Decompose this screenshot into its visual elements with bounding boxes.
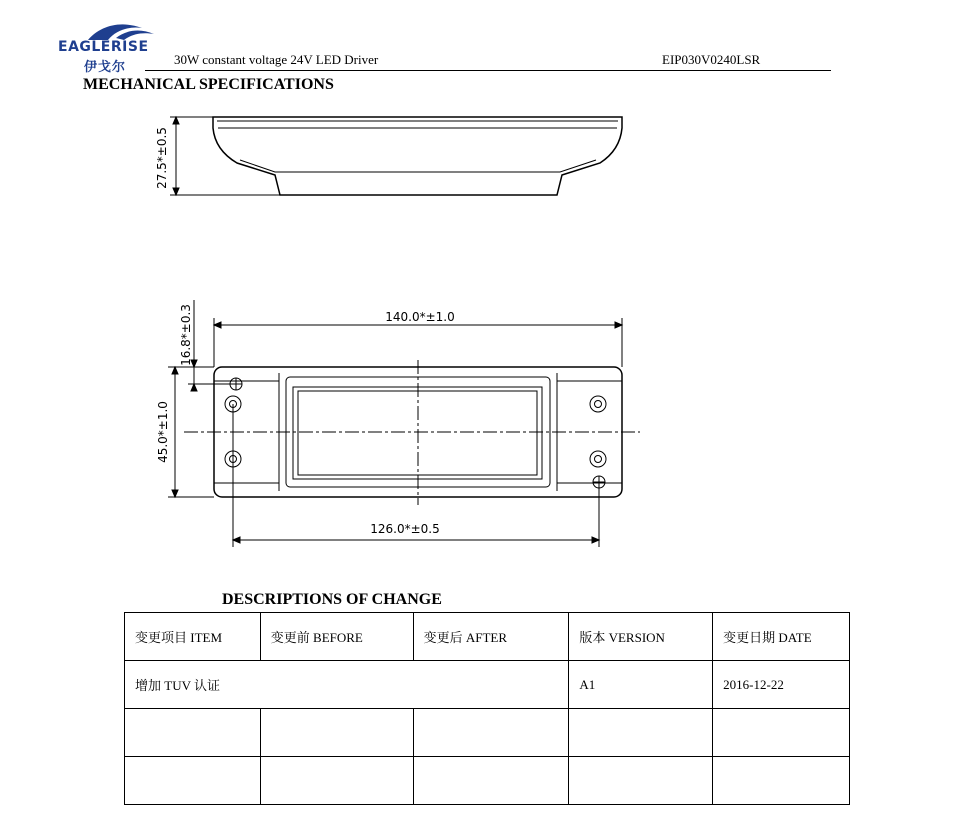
column-header-date: 变更日期 DATE — [713, 613, 850, 661]
empty-cell — [713, 757, 850, 805]
width-dimension-label: 45.0*±1.0 — [156, 401, 170, 463]
table-row — [125, 661, 850, 709]
empty-cell — [569, 709, 713, 757]
empty-cell — [413, 757, 569, 805]
change-version-cell: A1 — [569, 661, 713, 709]
empty-cell — [125, 709, 261, 757]
empty-cell — [260, 757, 413, 805]
mount-offset-dimension-label: 16.8*±0.3 — [179, 304, 193, 366]
empty-cell — [569, 757, 713, 805]
hole-spacing-dimension-label: 126.0*±0.5 — [370, 522, 440, 536]
mounting-hole-icon — [225, 378, 606, 488]
length-dimension-label: 140.0*±1.0 — [385, 310, 455, 324]
empty-cell — [713, 709, 850, 757]
change-table — [124, 612, 850, 805]
changes-heading: DESCRIPTIONS OF CHANGE — [222, 591, 442, 608]
column-header-after: 变更后 AFTER — [413, 613, 569, 661]
document-title: 30W constant voltage 24V LED Driver — [174, 52, 379, 67]
column-header-before: 变更前 BEFORE — [260, 613, 413, 661]
top-view — [156, 300, 640, 547]
change-item-cell: 增加 TUV 认证 — [125, 661, 569, 709]
table-header-row — [125, 613, 850, 661]
empty-cell — [413, 709, 569, 757]
side-view — [155, 117, 622, 195]
change-date-cell: 2016-12-22 — [713, 661, 850, 709]
document-code: EIP030V0240LSR — [662, 52, 761, 67]
column-header-item: 变更项目 ITEM — [125, 613, 261, 661]
table-row — [125, 709, 850, 757]
empty-cell — [125, 757, 261, 805]
table-row — [125, 757, 850, 805]
column-header-version: 版本 VERSION — [569, 613, 713, 661]
mechanical-heading: MECHANICAL SPECIFICATIONS — [83, 76, 334, 93]
height-dimension-label: 27.5*±0.5 — [155, 127, 169, 189]
logo-text-en: EAGLERISE — [58, 39, 149, 55]
logo-text-cn: 伊戈尔 — [84, 60, 127, 75]
empty-cell — [260, 709, 413, 757]
